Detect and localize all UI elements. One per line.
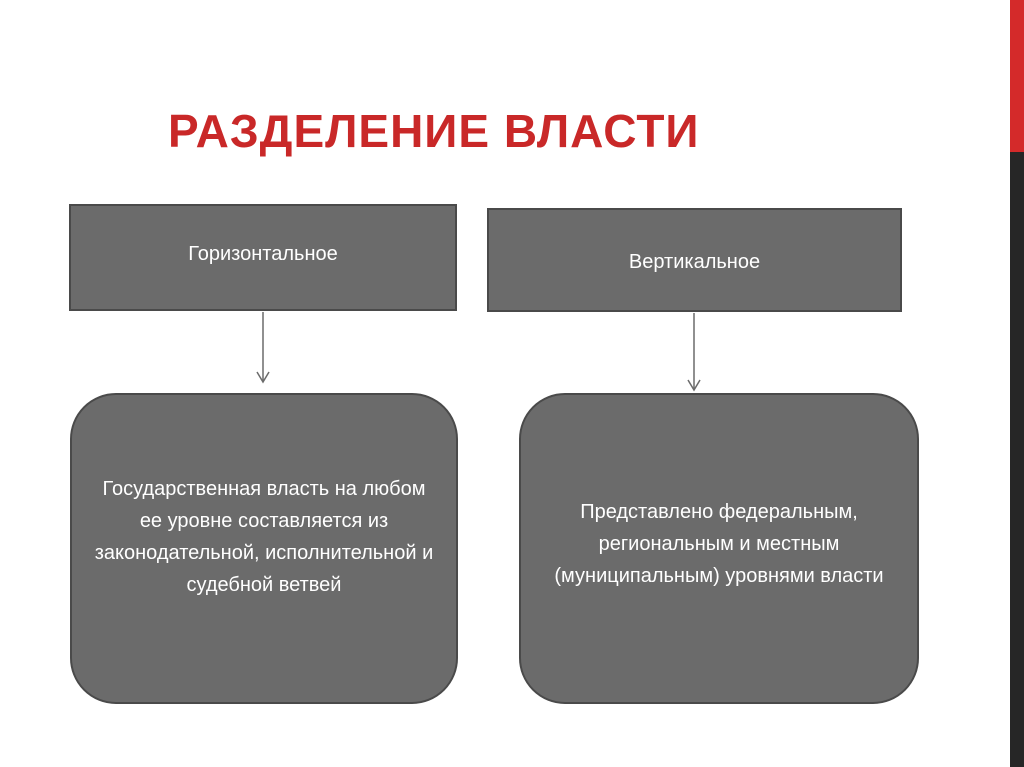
vertical-node-label: Вертикальное: [628, 250, 761, 273]
arrow-horizontal: [257, 312, 269, 382]
vertical-description-text: Представлено федеральным, региональным и местным (муниципальным) уровнями власти: [554, 500, 884, 587]
arrow-vertical: [688, 313, 700, 390]
slide-title: РАЗДЕЛЕНИЕ ВЛАСТИ: [168, 105, 700, 157]
horizontal-description-text: Государственная власть на любом ее уровне составляется из законодательной, исполнительной и судебной ветвей: [94, 477, 434, 596]
horizontal-node-label: Горизонтальное: [188, 243, 338, 265]
vertical-description-node: [519, 393, 919, 704]
horizontal-description-node: [70, 393, 458, 704]
